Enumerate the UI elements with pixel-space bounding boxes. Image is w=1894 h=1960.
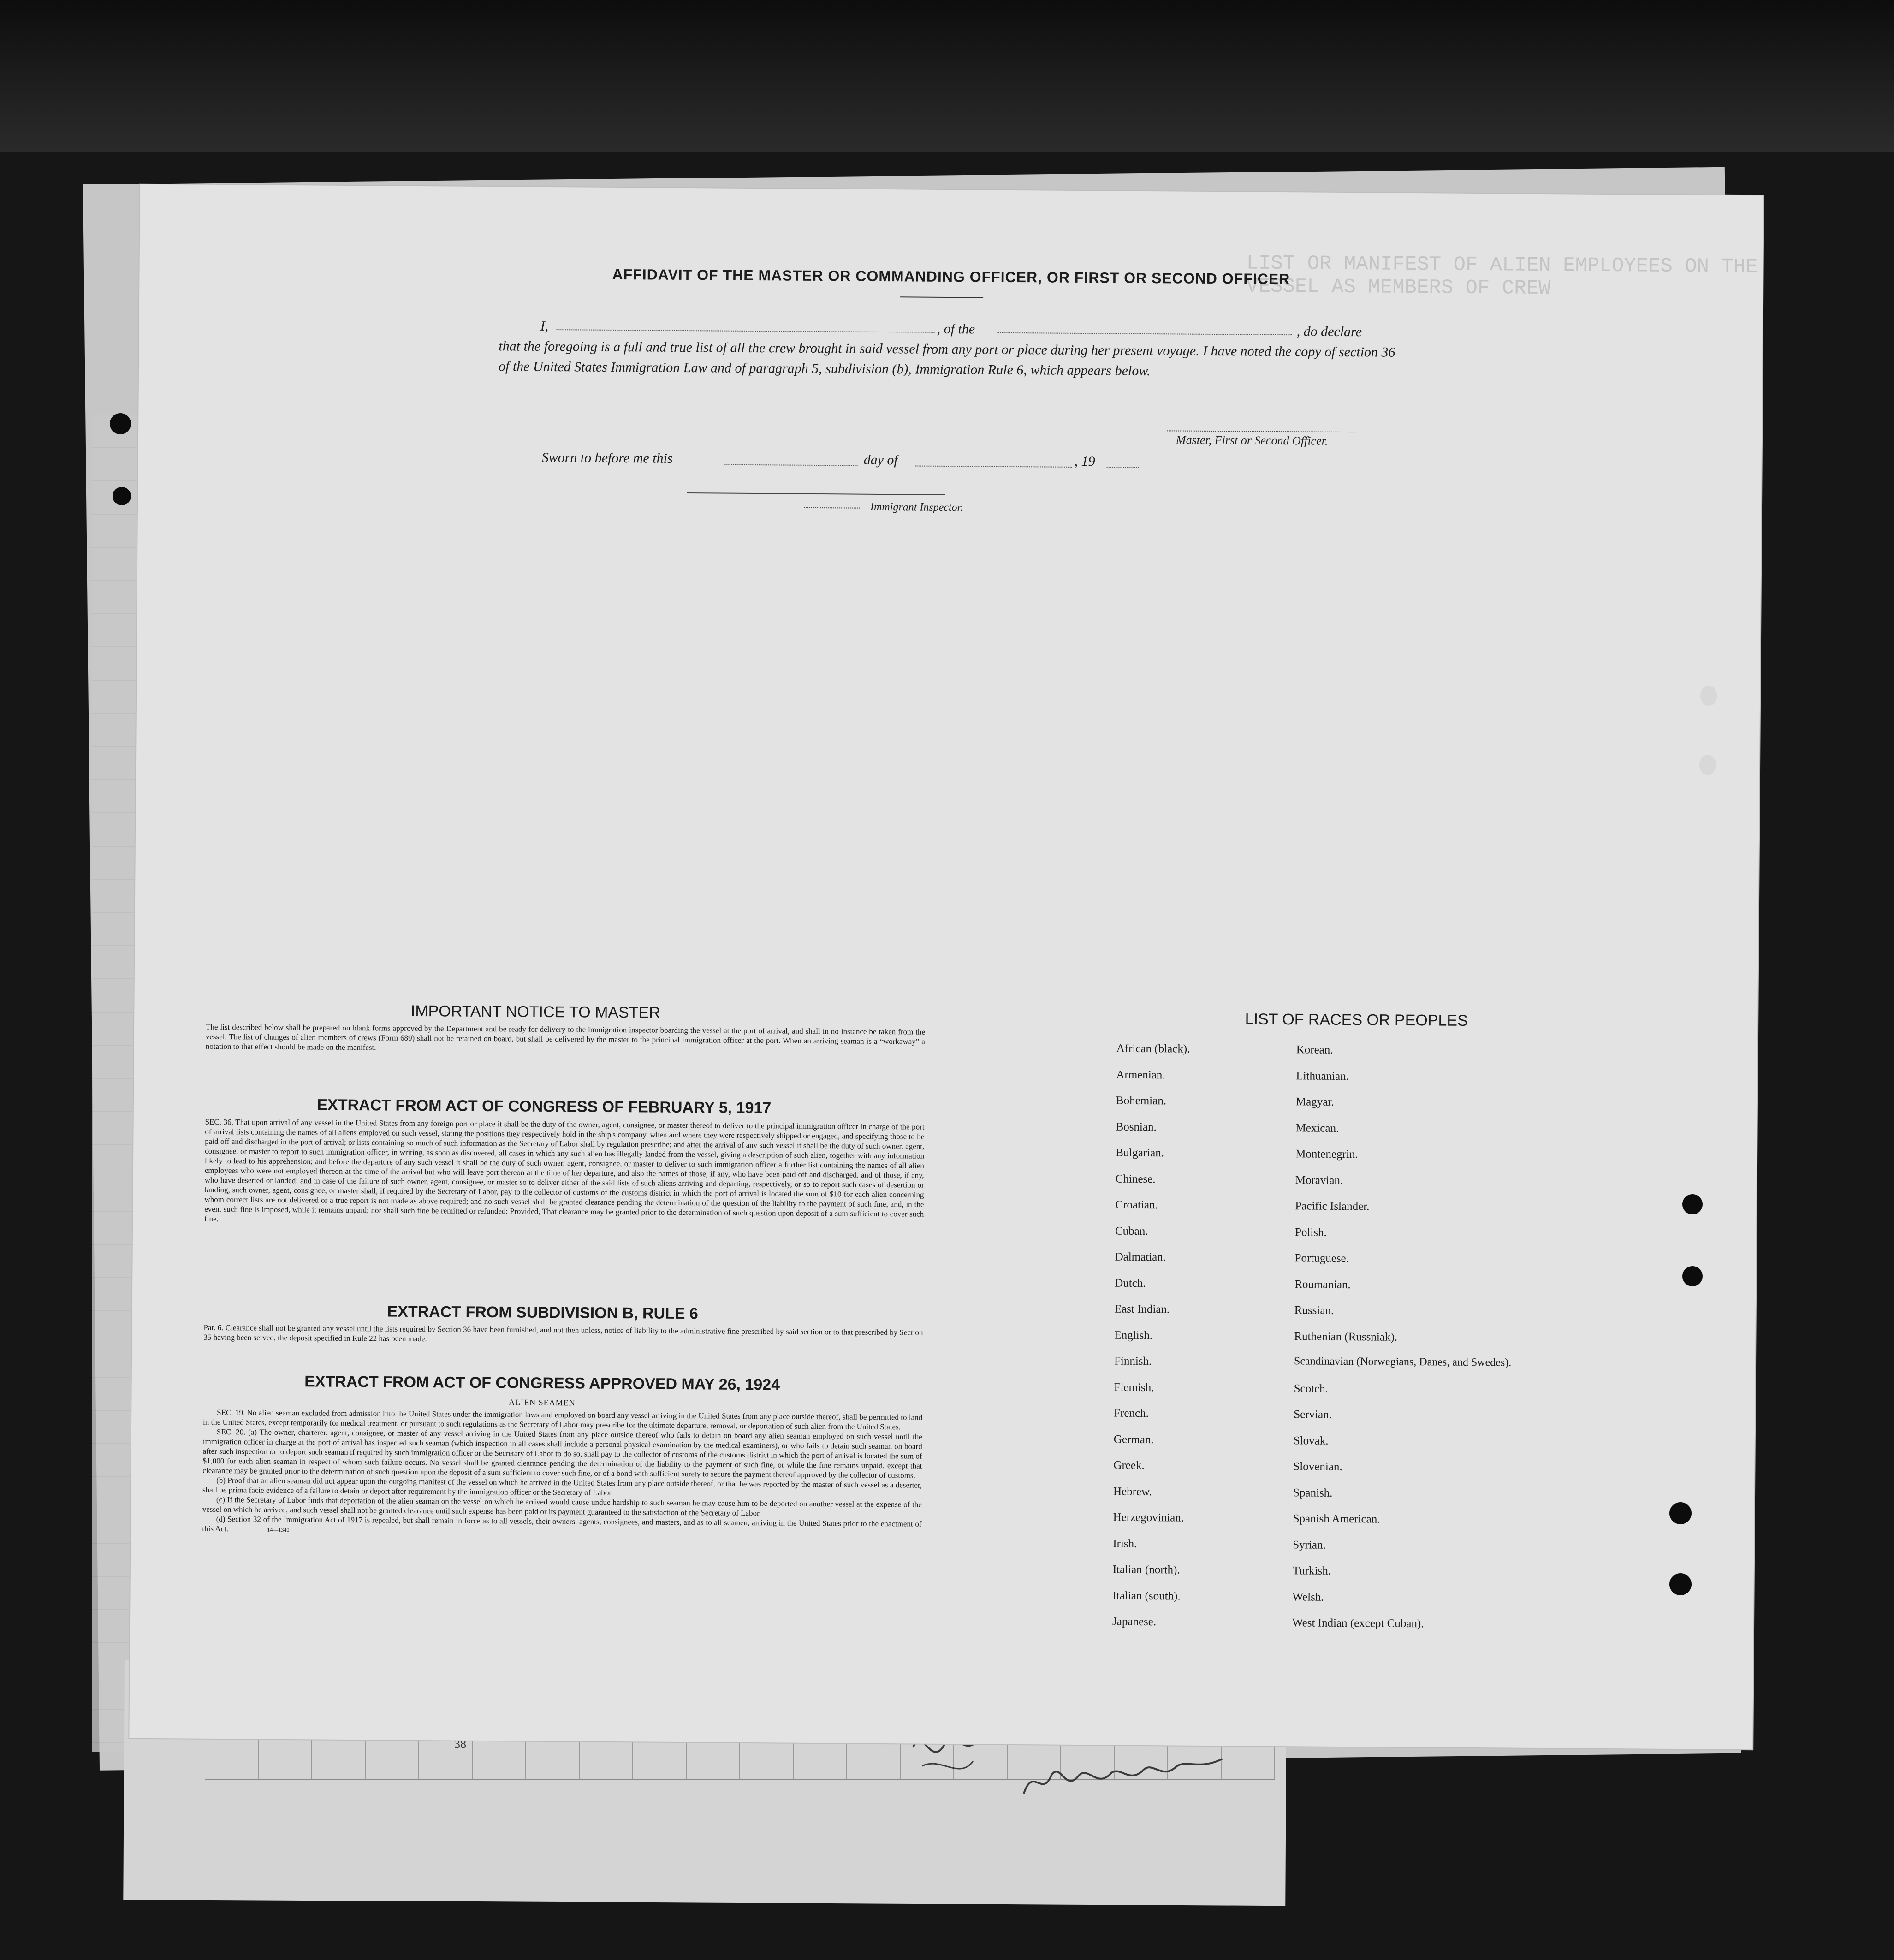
form-number: 14—1340 xyxy=(267,1526,290,1534)
race-item: Herzegovinian. xyxy=(1113,1511,1184,1524)
day-of-label: day of xyxy=(863,452,898,468)
race-item: German. xyxy=(1113,1433,1154,1446)
race-item: Finnish. xyxy=(1114,1355,1152,1368)
i-label: I, xyxy=(540,318,549,334)
affidavit-statement xyxy=(499,316,1403,383)
race-item: Mexican. xyxy=(1295,1121,1339,1135)
race-item: Welsh. xyxy=(1292,1590,1324,1604)
punch-hole xyxy=(1700,686,1717,706)
vessel-field[interactable] xyxy=(997,320,1292,335)
race-item: Japanese. xyxy=(1112,1615,1157,1628)
race-item: French. xyxy=(1114,1407,1149,1420)
extract-rule6-body: Par. 6. Clearance shall not be granted any vessel until the lists required by Section 36 have been furnished, and not then unless, notice of liability to the administrative fine prescribed by said section or to that prescribed by Section 35 having been served, the deposit specified in Rule 22 has been made. xyxy=(203,1323,923,1344)
races-list-right xyxy=(1292,1043,1514,1644)
race-item: African (black). xyxy=(1116,1042,1190,1055)
race-item: Croatian. xyxy=(1115,1198,1158,1212)
punch-hole xyxy=(1669,1502,1692,1524)
race-item: East Indian. xyxy=(1114,1303,1170,1316)
film-background xyxy=(0,0,1894,152)
race-item: Turkish. xyxy=(1292,1564,1331,1577)
sworn-day-field[interactable] xyxy=(724,451,858,466)
race-item: Flemish. xyxy=(1114,1381,1154,1394)
race-item: Hebrew. xyxy=(1113,1485,1152,1498)
inspector-dots xyxy=(804,507,860,509)
sec20b-paragraph: (b) Proof that an alien seaman did not appear upon the outgoing manifest of the vessel on which he arrived in the United States from any place outside thereof, or that he was reported by the master of such vessel as a deserter, shall be prima facie evidence of a failure to detain or deport after requirement by the immigration officer or the Secretary of Labor. xyxy=(202,1475,922,1497)
races-list-left xyxy=(1112,1042,1190,1642)
race-item: Chinese. xyxy=(1115,1172,1156,1185)
name-field[interactable] xyxy=(557,316,935,333)
affidavit-title: AFFIDAVIT OF THE MASTER OR COMMANDING OFFICER, OR FIRST OR SECOND OFFICER xyxy=(612,266,1290,288)
race-item: Greek. xyxy=(1113,1459,1145,1472)
punch-hole xyxy=(1699,755,1716,775)
race-item: Moravian. xyxy=(1295,1173,1343,1187)
punch-hole xyxy=(1682,1266,1703,1286)
row-number: 38 xyxy=(454,1737,466,1751)
race-item: Slovak. xyxy=(1293,1434,1329,1447)
sworn-year-field[interactable] xyxy=(1107,454,1139,468)
race-item: Dalmatian. xyxy=(1115,1250,1166,1264)
race-item: Dutch. xyxy=(1115,1277,1146,1290)
race-item: Korean. xyxy=(1296,1043,1333,1056)
race-item: Scotch. xyxy=(1294,1382,1329,1395)
extract-1924-body xyxy=(202,1408,922,1540)
race-item: Bosnian. xyxy=(1116,1120,1157,1133)
notice-body: The list described below shall be prepared on blank forms approved by the Department and be ready for delivery to the immigration inspector boarding the vessel at the port of arrival, and shall in no instance be taken from the vessel. The list of changes of alien members of crews (Form 689) shall not be retained on board, but shall be delivered by the master to the principal immigration officer at the port. When an arriving seaman is a “workaway” a notation to that effect should be made on the manifest. xyxy=(205,1022,926,1052)
race-item: Bohemian. xyxy=(1116,1094,1167,1107)
race-item: Cuban. xyxy=(1115,1225,1148,1238)
races-heading: LIST OF RACES OR PEOPLES xyxy=(1245,1010,1468,1030)
race-item: Slovenian. xyxy=(1293,1460,1342,1474)
race-item: Montenegrin. xyxy=(1295,1148,1358,1161)
race-item: Ruthenian (Russniak). xyxy=(1294,1330,1398,1344)
race-item: Magyar. xyxy=(1295,1095,1334,1108)
of-the-label: , of the xyxy=(937,321,975,337)
signature-line[interactable] xyxy=(1167,430,1356,432)
title-rule xyxy=(900,296,983,298)
race-item: West Indian (except Cuban). xyxy=(1292,1617,1424,1630)
statement-body: that the foregoing is a full and true list of all the crew brought in said vessel from any port or place during her present voyage. I have noted the copy of section 36 of the United States Immigration Law and of paragraph 5, subdivision (b), Immigration Rule 6, which appears below. xyxy=(498,338,1395,379)
race-item: Syrian. xyxy=(1293,1538,1326,1551)
sworn-label: Sworn to before me this xyxy=(541,450,673,466)
sec20a-paragraph: SEC. 20. (a) The owner, charterer, agent, consignee, or master of any vessel arriving in the United States from any place outside thereof who fails to detain on board any alien seaman employed on such vessel until the immigration officer in charge at the port of arrival has inspected such seaman (which inspection in all cases shall include a personal physical examination by the medical examiners), or who fails to detain such seaman on board after such inspection or to deport such seaman if required by such immigration officer or the Secretary of Labor to do so, shall pay to the collector of customs of the customs district in which the port of arrival is located the sum of $1,000 for each alien seaman in respect of whom such failure occurs. No vessel shall be granted clearance pending the determination of the liability to the payment of such fine, or while the fine remains unpaid, except that clearance may be granted prior to the determination of such question upon the deposit of a sum sufficient to cover such fine, or of a bond with sufficient surety to secure the payment thereof approved by the collector of customs. xyxy=(202,1427,922,1480)
extract-rule6-heading: EXTRACT FROM SUBDIVISION B, RULE 6 xyxy=(387,1303,699,1323)
race-item: Italian (north). xyxy=(1112,1563,1180,1576)
sec20c-paragraph: (c) If the Secretary of Labor finds that deportation of the alien seaman on the vessel on which he arrived would cause undue hardship to such seaman he may cause him to be deported on another vessel at the expense of the vessel on which he arrived, and such vessel shall not be granted clearance until such expense has been paid or its payment guaranteed to the satisfaction of the Secretary of Labor. xyxy=(202,1495,922,1518)
punch-hole xyxy=(1682,1194,1703,1214)
inspector-signature-line[interactable] xyxy=(687,492,945,495)
race-item: Spanish. xyxy=(1293,1486,1333,1499)
race-item: Polish. xyxy=(1294,1226,1327,1239)
alien-seamen-subheading: ALIEN SEAMEN xyxy=(509,1397,576,1408)
race-item: English. xyxy=(1114,1329,1153,1342)
race-item: Bulgarian. xyxy=(1116,1146,1164,1160)
bleed-through-text: LIST OR MANIFEST OF ALIEN EMPLOYEES ON THE VESSEL AS MEMBERS OF CREW xyxy=(1246,252,1758,301)
punch-hole xyxy=(1669,1573,1692,1595)
declare-label: , do declare xyxy=(1296,324,1362,340)
race-item: Italian (south). xyxy=(1112,1589,1181,1603)
race-item: Roumanian. xyxy=(1294,1278,1351,1291)
notice-heading: IMPORTANT NOTICE TO MASTER xyxy=(410,1002,660,1022)
extract-1924-heading: EXTRACT FROM ACT OF CONGRESS APPROVED MAY 26, 1924 xyxy=(304,1373,780,1394)
inspector-label: Immigrant Inspector. xyxy=(870,501,963,514)
race-item: Lithuanian. xyxy=(1296,1069,1349,1083)
race-item: Armenian. xyxy=(1116,1068,1165,1081)
year-label: , 19 xyxy=(1074,453,1095,469)
race-item: Scandinavian (Norwegians, Danes, and Swedes). xyxy=(1294,1355,1512,1369)
race-item: Pacific Islander. xyxy=(1295,1200,1370,1213)
sec20d-text: (d) Section 32 of the Immigration Act of 1917 is repealed, but shall remain in force as to all vessels, their owners, agents, consignees, and masters, and as to all seamen, arriving in the United States prior to the enactment of this Act. xyxy=(202,1514,922,1534)
punch-hole xyxy=(113,487,131,505)
affidavit-form-page xyxy=(129,184,1763,1749)
extract-1917-heading: EXTRACT FROM ACT OF CONGRESS OF FEBRUARY 5, 1917 xyxy=(317,1096,772,1117)
race-item: Irish. xyxy=(1113,1537,1137,1550)
sworn-line xyxy=(541,450,1141,469)
punch-hole xyxy=(110,413,131,434)
sworn-month-field[interactable] xyxy=(915,453,1072,468)
race-item: Portuguese. xyxy=(1294,1252,1349,1265)
race-item: Spanish American. xyxy=(1293,1512,1380,1526)
signature-label: Master, First or Second Officer. xyxy=(1176,433,1328,448)
race-item: Servian. xyxy=(1294,1408,1332,1421)
race-item: Russian. xyxy=(1294,1304,1334,1317)
sec19-paragraph: SEC. 19. No alien seaman excluded from admission into the United States under the immigration laws and employed on board any vessel arriving in the United States from any place outside thereof, shall be permitted to land in the United States, except temporarily for medical treatment, or pursuant to such regulations as the Secretary of Labor may prescribe for the ultimate departure, removal, or deportation of such alien from the United States. xyxy=(203,1408,923,1432)
extract-1917-body: SEC. 36. That upon arrival of any vessel in the United States from any foreign port or place it shall be the duty of the owner, agent, consignee, or master thereof to deliver to the principal immigration officer in charge of the port of arrival lists containing the names of all aliens employed on such vessel, stating the positions they respectively hold in the ship's company, when and where they were respectively shipped or engaged, and specifying those to be paid off and discharged in the port of arrival; or lists containing so much of such information as the Secretary of Labor shall by regulation prescribe; and after the arrival of any such vessel it shall be the duty of such owner, agent, consignee, or master to report to such immigration officer, in writing, as soon as discovered, all cases in which any such alien has illegally landed from the vessel, giving a description of such alien, together with any information likely to lead to his apprehension; and before the departure of any such vessel it shall be the duty of such owner, agent, consignee, or master to deliver to such immigration officer a further list containing the names of all alien employees who were not employed thereon at the time of the arrival but who will leave port thereon at the time of her departure, and also the names of those, if any, who have been paid off and discharged, and of those, if any, who have deserted or landed; and in case of the failure of such owner, agent, consignee, or master so to deliver either of the said lists of such aliens arriving and departing, respectively, or so to report such cases of desertion or landing, such owner, agent, consignee, or master shall, if required by the Secretary of Labor, pay to the collector of customs of the customs district in which the port of arrival is located the sum of $10 for each alien concerning whom correct lists are not delivered or a true report is not made as above required; and no such vessel shall be granted clearance pending the determination of the question of the liability to the payment of such fine, and, in the event such fine is imposed, while it remains unpaid; nor shall such fine be remitted or refunded: Provided, That clearance may be granted prior to the determination of such question upon deposit of a sum sufficient to cover such fine. xyxy=(204,1117,925,1223)
